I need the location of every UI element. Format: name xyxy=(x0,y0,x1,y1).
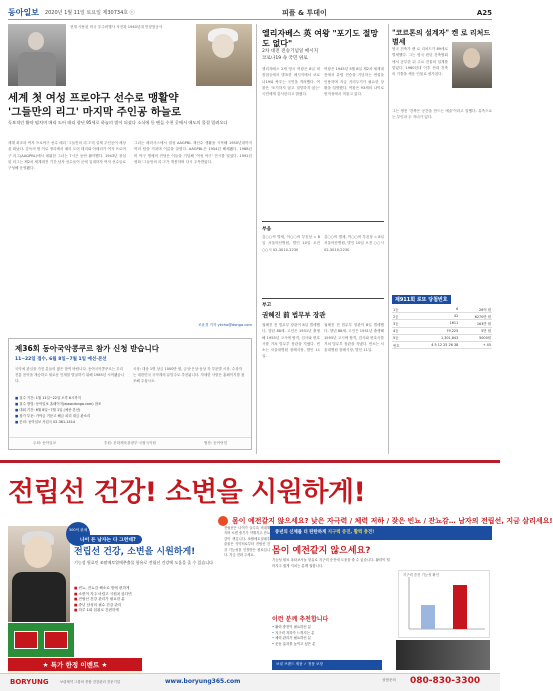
table-row: 번호 4 5 12 25 26 38 + 45 xyxy=(393,343,491,348)
list-item: • 체력 관리가 필요하신 분 xyxy=(272,636,392,642)
newspaper-logo[interactable]: 동아일보 xyxy=(8,7,39,17)
lifestyle-photo xyxy=(396,640,490,670)
phone-number-link[interactable]: 080-830-3300 xyxy=(410,676,481,686)
notice-box xyxy=(8,338,252,450)
section-title: 피플 & 투데이 xyxy=(282,8,327,17)
ad-benefits-list xyxy=(74,586,224,614)
architect-body: 영국 건축가 켄 로 리처드가 89세로 별세했다. 그는 영국 런던 건축협회에서 공부한 뒤 주요 건물의 설계를 맡았다. 1960년대 이후 현대 건축의 기틀을 세운 인물로 평가된다. xyxy=(392,47,448,77)
product-box-image xyxy=(8,623,74,657)
list-item: ■ 접수 방법: 동아일보 홈페이지(www.donga.com) 참조 xyxy=(15,401,135,407)
ad-product-title: 전립선 건강, 소변을 시원하게! xyxy=(74,547,196,557)
ad-footer xyxy=(0,673,500,691)
ad-banner xyxy=(270,526,492,540)
ad-column-text: 전립선은 나이가 들수록 비대해지며 소변 줄기가 약해지고 잔뇨감이 생깁니다. 쏘팔메토열매추출물은 식약처로부터 전립선 건강 기능성을 인정받은 원료입니다. 지금 전화 주세요. xyxy=(224,526,270,558)
section-rule xyxy=(262,298,384,299)
ad-right-headline: 몸이 예전같지 않으세요? xyxy=(272,546,371,556)
column-divider xyxy=(256,24,257,454)
issue-date: 2020년 1월 11일 토요일 제30734호 ⓒ xyxy=(44,10,135,16)
table-row: 3등 1611 163만 원 xyxy=(393,321,491,326)
article-body-right: 그녀는 메리사스에서 결성 AAGPBL 재선수 생활을 시작해 1950년대까지 여러 팀을 거치며 이름을 알렸다. AAGPBL은 1954년 해체됐다. 1988년 미 야구 명예의 전당은 이들을 기념해 '여성 야구' 전시를 열었다. 1992년 영화 '그들만의 리그'가 개봉하며 다시 주목받았다. xyxy=(134,141,252,164)
obituary-body: 김○○씨 별세, 이○○씨 부친상 = 8일 서울아산병원, 발인 10일 오전 ○○시 02-3010-2230 xyxy=(262,235,320,252)
ad-banner-prefix: 중년의 신체를 더 탄탄하게 xyxy=(275,530,328,535)
queen-article-headline[interactable]: 엘리자베스 英 여왕 "포기도 절망도 없다" xyxy=(262,28,379,48)
justice-headline[interactable]: 권혜진 前 법무부 장관 xyxy=(262,311,326,319)
article-body-left: 세계 최초의 여자 프로야구 선수 메리 '그들만의 리그'의 실제 주인공이 세상을 떠났다. 감독의 밤 이로 정리에서 메리 도어 테리와 아메리카 여자 프로야구 리그(AAGPBL)에서 데뷔한 그녀는 7시즌 동안 활약했다. 1943년 창설된 리그는 제2차 세계대전 기간 남자 선수들이 군에 입대하자 여자 선수들로 구성해 운영됐다. xyxy=(8,141,126,171)
article-byline[interactable]: 조윤경 기자 ykcho@donga.com xyxy=(198,323,252,327)
list-item: ■ 중년 남성의 필수 건강 관리 xyxy=(74,603,224,609)
queen-article-body-a: 엘리자베스 2세 영국 여왕은 8일 버킹엄궁에서 발표한 메시지에서 코로나19와 싸우는 국민을 격려했다. 여왕은 '포기하지 않고 절망하지 않는' 국민에게 감사한다고 밝혔다. xyxy=(262,67,320,97)
special-event-banner[interactable]: ★ 특가 한정 이벤트 ★ xyxy=(8,658,142,672)
list-item: ■ 문의: 동아일보 사업국 02-361-1414 xyxy=(15,419,135,425)
photo-caption: 현재 사용된 미국 우주비행사 사진과 1940년대 민항항공사 xyxy=(70,25,163,29)
sponsor-label: 후원: 문화체육관광부·국립국악원 xyxy=(103,441,157,445)
ad-chart xyxy=(398,570,490,638)
architect-photo xyxy=(452,42,492,88)
architect-body-2: 그는 생전 '건축은 공간을 만드는 예술'이라고 말했다. 유족으로는 부인과 두 자녀가 있다. xyxy=(392,109,492,120)
notice-body: 국악에 관심을 가진 분들의 많은 참여 바랍니다. 동아국악콩쿠르는 우리 전통 음악을 계승하고 새로운 인재를 발굴하기 위해 1985년 시작됐습니다. xyxy=(15,367,125,384)
list-item: ■ 소변이 자주 마렵고 시원치 않다면 xyxy=(74,592,224,598)
article-lead: 독보적인 활약 펼치며 메리 도어 테리 향년 95세로 하늘의 별이 되셨다 소식에 등 팬들 수천 곳에서 애도의 물결 밀려오다 xyxy=(8,120,228,125)
table-row: 4등 79,225 5만 원 xyxy=(393,328,491,334)
ad-top-rule xyxy=(0,460,500,463)
organizer-label: 주최: 동아일보 xyxy=(32,441,57,445)
obituary-body-b: 김○○씨 별세, 이○○씨 부친상 = 8일 서울아산병원, 발인 10일 오전 ○○시 02-3010-2230 xyxy=(324,235,384,252)
ad-right-subhead: 이런 분께 추천합니다 xyxy=(272,616,329,623)
queen-article-body-b: 여왕은 1945년 5월 8일 제2차 세계대전에서 유럽 전승을 기념하는 연설을 인용하며 지금 거리두기가 필요한 상황을 설명했다. 여왕은 93세의 나이로 윈저성에서 머물고 있다. xyxy=(324,67,384,97)
table-row: 2등 42 6270만 원 xyxy=(393,314,491,319)
list-item: ■ 대회 기간: 6월 8일~7월 1일 (예선·본선) xyxy=(15,407,135,413)
website-link[interactable]: www.boryung365.com xyxy=(165,678,241,685)
obituary-label: 부음 xyxy=(262,227,272,232)
list-item: ■ 하루 1회 섭취로 간편하게 xyxy=(74,608,224,614)
page-number: A25 xyxy=(476,8,492,17)
ad-pill: 나이 든 남자는 다 그런데? xyxy=(74,535,142,544)
justice-body: 권혜진 전 법무부 장관이 8일 별세했다. 향년 88세. 고인은 1931년 출생해 1955년 고시에 합격, 검사와 변호사를 거쳐 법무부 장관을 지냈다. 빈소는 서울대병원 장례식장, 발인 11일. xyxy=(262,323,320,359)
list-item: ■ 참가 부문: 가야금 거문고 해금 피리 대금 판소리 xyxy=(15,413,135,419)
funeral-label: 부고 xyxy=(262,303,272,308)
bullet-icon xyxy=(218,516,228,526)
masthead xyxy=(8,6,492,20)
ad-right-list xyxy=(272,625,392,647)
notice-title: 제36회 동아국악콩쿠르 참가 신청 받습니다 xyxy=(15,344,160,353)
architect-headline[interactable]: "코르톤의 설계자" 켄 로 리처드 별세 xyxy=(392,28,491,46)
player-photo xyxy=(8,24,66,86)
ad-right-body: 기능성 원료 옥타코사놀 함유로 지구력 증진에 도움을 줄 수 있습니다. 활력이 떨어지고 쉽게 지치는 분께 권합니다. xyxy=(272,558,390,568)
notice-subtitle: 11~22일 접수, 6월 8일~7월 1일 예선·본선 xyxy=(15,357,107,362)
spokesperson-photo xyxy=(8,526,70,622)
partner-label: 협찬: 동아닷컴 xyxy=(203,441,228,445)
lotto-table xyxy=(392,306,492,349)
article-headline[interactable]: 세계 첫 여성 프로야구 선수로 맹활약 '그들만의 리그' 마지막 주인공 하늘로 xyxy=(8,92,182,118)
list-item: ■ 빈뇨, 잔뇨감 해소로 밤에 편하게 xyxy=(74,586,224,592)
sales-badge-icon: 300억 판매 xyxy=(66,522,90,546)
section-rule xyxy=(262,221,384,222)
list-item: • 활력 충전이 필요하신 분 xyxy=(272,625,392,631)
ad-headline[interactable]: 전립선 건강! 소변을 시원하게! xyxy=(8,477,366,508)
list-item: ■ 전립선 건강 관리가 필요한 분 xyxy=(74,597,224,603)
table-row: 5등 1,301,843 5000원 xyxy=(393,335,491,341)
list-item: • 운동 효과를 높이고 싶은 분 xyxy=(272,642,392,648)
ad-chart-label: 지구력 증진 기능성 확인 xyxy=(403,573,439,577)
list-item: ■ 접수 기간: 1월 11일~22일 오후 6시까지 xyxy=(15,395,135,401)
justice-body-b: 권혜진 전 법무부 장관이 8일 별세했다. 향년 88세. 고인은 1931년 출생해 1955년 고시에 합격, 검사와 변호사를 거쳐 법무부 장관을 지냈다. 빈소는 서울대병원 장례식장, 발인 11일. xyxy=(324,323,384,353)
column-divider xyxy=(388,24,389,454)
table-row: 1등 6 26억 원 xyxy=(393,307,491,312)
ad-banner-accent: 지구력 증진, 활력 충전! xyxy=(327,530,375,535)
list-item: • 지구력 저하가 느껴지는 분 xyxy=(272,631,392,637)
brand-logo[interactable]: BORYUNG xyxy=(10,678,49,686)
notice-footer xyxy=(9,437,251,449)
lotto-title: 제911회 로또 당첨번호 xyxy=(392,295,451,304)
portrait-photo xyxy=(196,24,252,86)
ad-subhead: 몸이 예전같지 않으세요? 낮은 자극력 / 체력 저하 / 잦은 빈뇨 / 잔뇨감… 남자의 전립선, 지금 살리세요! xyxy=(232,517,553,525)
ad-brand-strip: 보령 브랜드 제품 ✓ 정품 보장 xyxy=(272,660,382,670)
phone-label: 상담문의 xyxy=(382,678,396,682)
notice-details: 시상: 대상 1명 상금 1000만 원, 금상·은상·동상 각 부문별 시상. 수상자는 대한민국 국악계의 유망주로 추천됩니다. 자세한 사항은 홈페이지를 참조해 주십시오. xyxy=(133,367,245,384)
notice-list xyxy=(15,395,135,425)
queen-article-subhead: 2차 대전 전승기념일 메시지 코로나19 속 국민 위로 xyxy=(262,49,319,61)
advertisement[interactable] xyxy=(0,460,553,691)
brand-tagline: 보령제약 그룹의 종합 건강관리 전문기업 xyxy=(60,680,120,684)
ad-product-desc: 기능성 원료인 쏘팔메토열매추출물 함유로 전립선 건강에 도움을 줄 수 있습니다 xyxy=(74,560,213,565)
